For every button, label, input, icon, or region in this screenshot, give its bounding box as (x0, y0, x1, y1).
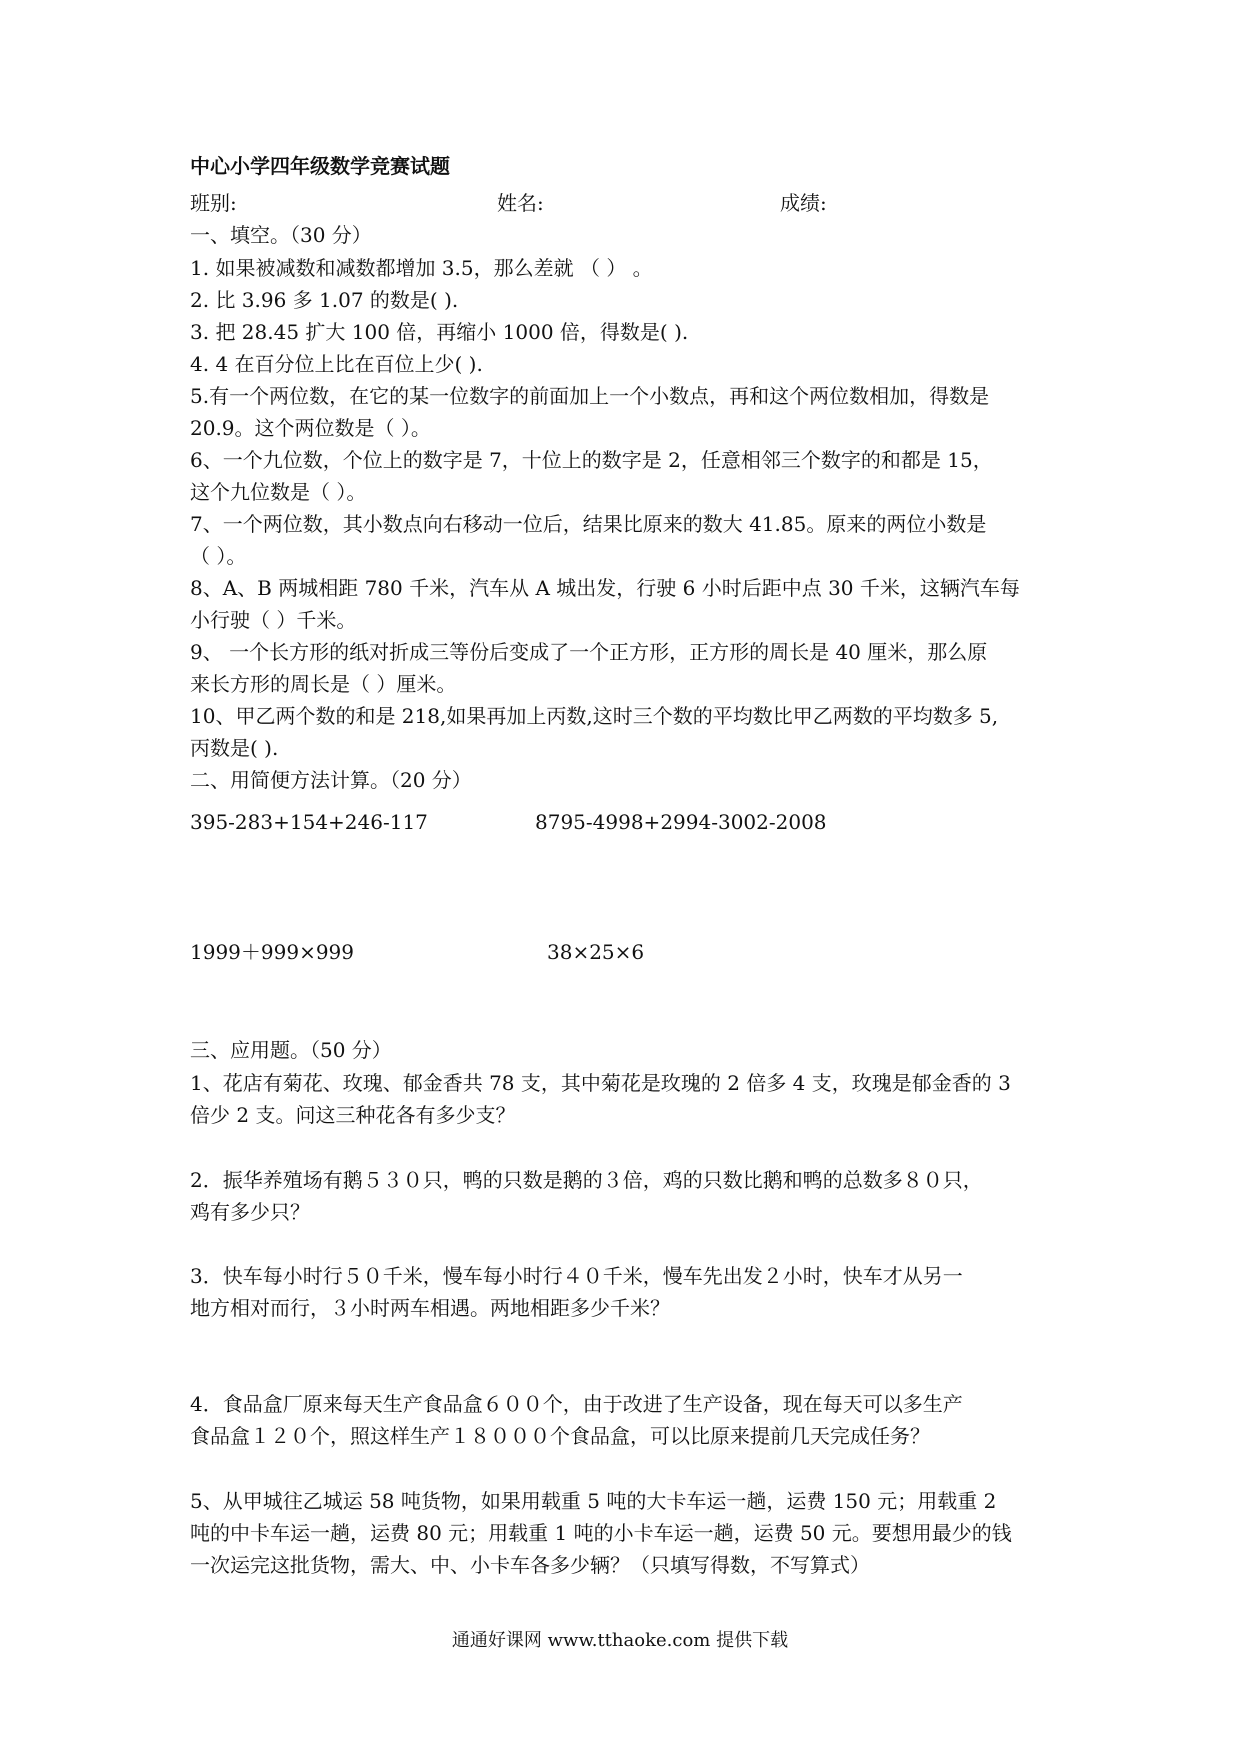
name-label: 姓名: (497, 191, 544, 215)
student-info-row (190, 189, 1060, 217)
problem-4-line1: 4．食品盒厂原来每天生产食品盒６００个，由于改进了生产设备，现在每天可以多生产 (190, 1392, 963, 1416)
question-6-line2: 这个九位数是（ ）。 (190, 480, 367, 504)
question-2: 2. 比 3.96 多 1.07 的数是( ). (190, 288, 459, 312)
calc-row-2 (190, 938, 1060, 966)
question-10-line2: 丙数是( ). (190, 736, 279, 760)
problem-2-line1: 2．振华养殖场有鹅５３０只，鸭的只数是鹅的３倍，鸡的只数比鹅和鸭的总数多８０只， (190, 1168, 983, 1192)
question-9-line1: 9、 一个长方形的纸对折成三等份后变成了一个正方形，正方形的周长是 40 厘米，那么原 (190, 640, 988, 664)
score-label: 成绩: (780, 191, 827, 215)
footer-credit: 通通好课网 www.tthaoke.com 提供下载 (451, 1630, 789, 1651)
question-1: 1. 如果被减数和减数都增加 3.5，那么差就 （ ） 。 (190, 256, 653, 280)
problem-5-line2: 吨的中卡车运一趟，运费 80 元；用载重 1 吨的小卡车运一趟，运费 50 元。要想用最少的钱 (190, 1521, 1012, 1545)
question-8-line2: 小行驶（ ）千米。 (190, 608, 357, 632)
calc-3: 1999＋999×999 (190, 940, 355, 964)
section1-heading: 一、填空。（30 分） (190, 223, 372, 247)
problem-4-line2: 食品盒１２０个，照这样生产１８０００个食品盒，可以比原来提前几天完成任务？ (190, 1424, 930, 1448)
section3-heading: 三、应用题。（50 分） (190, 1038, 392, 1062)
question-7-line2: （ ）。 (190, 544, 247, 568)
problem-5-line1: 5、从甲城往乙城运 58 吨货物，如果用载重 5 吨的大卡车运一趟，运费 150 元；用载重 2 (190, 1489, 997, 1513)
section2-heading: 二、用简便方法计算。（20 分） (190, 768, 472, 792)
question-8-line1: 8、A、B 两城相距 780 千米，汽车从 A 城出发，行驶 6 小时后距中点 30 千米，这辆汽车每 (190, 576, 1020, 600)
problem-3-line1: 3．快车每小时行５０千米，慢车每小时行４０千米，慢车先出发２小时，快车才从另一 (190, 1264, 963, 1288)
class-label: 班别: (190, 191, 237, 215)
question-4: 4. 4 在百分位上比在百位上少( ). (190, 352, 483, 376)
calc-4: 38×25×6 (547, 940, 645, 964)
problem-3-line2: 地方相对而行，３小时两车相遇。两地相距多少千米？ (190, 1296, 670, 1320)
problem-1-line2: 倍少 2 支。问这三种花各有多少支？ (190, 1103, 516, 1127)
problem-5-line3: 一次运完这批货物，需大、中、小卡车各多少辆？（只填写得数，不写算式） (190, 1553, 870, 1577)
calc-row-1 (190, 808, 1060, 836)
problem-2-line2: 鸡有多少只？ (190, 1200, 310, 1224)
page-title: 中心小学四年级数学竞赛试题 (190, 154, 450, 178)
question-6-line1: 6、一个九位数，个位上的数字是 7，十位上的数字是 2，任意相邻三个数字的和都是 15， (190, 448, 993, 472)
calc-1: 395-283+154+246-117 (190, 810, 428, 834)
question-7-line1: 7、一个两位数，其小数点向右移动一位后，结果比原来的数大 41.85。原来的两位小数是 (190, 512, 987, 536)
question-9-line2: 来长方形的周长是（ ）厘米。 (190, 672, 457, 696)
question-10-line1: 10、甲乙两个数的和是 218,如果再加上丙数,这时三个数的平均数比甲乙两数的平均数多 5, (190, 704, 999, 728)
question-5-line1: 5.有一个两位数，在它的某一位数字的前面加上一个小数点，再和这个两位数相加，得数是 (190, 384, 990, 408)
calc-2: 8795-4998+2994-3002-2008 (535, 810, 827, 834)
problem-1-line1: 1、花店有菊花、玫瑰、郁金香共 78 支，其中菊花是玫瑰的 2 倍多 4 支，玫瑰是郁金香的 3 (190, 1071, 1011, 1095)
question-3: 3. 把 28.45 扩大 100 倍，再缩小 1000 倍，得数是( ). (190, 320, 689, 344)
question-5-line2: 20.9。这个两位数是（ ）。 (190, 416, 431, 440)
